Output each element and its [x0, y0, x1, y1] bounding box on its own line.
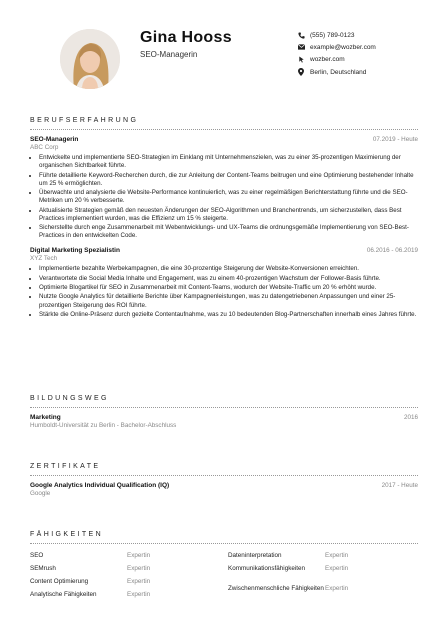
skill-level: Expertin	[127, 577, 151, 585]
certificate-entry	[30, 482, 418, 497]
job-title: Digital Marketing Spezialistin	[30, 247, 120, 255]
skill-name: Dateninterpretation	[228, 551, 282, 559]
resume-header	[30, 0, 418, 100]
bullet-item: • Entwickelte und implementierte SEO-Strategien im Einklang mit Unternehmenszielen, was zu einer 35-prozentigen Maximierung der organischen Sichtbarkeit führte.	[39, 154, 418, 170]
skill-name: Content Optimierung	[30, 577, 89, 585]
skill-level: Expertin	[127, 591, 151, 599]
location-text: Berlin, Deutschland	[310, 68, 367, 76]
skill-level: Expertin	[325, 584, 349, 592]
skill-level: Expertin	[325, 551, 349, 559]
education-section	[30, 395, 418, 429]
bullet-item: • Stärkte die Online-Präsenz durch gezielte Contentaufnahme, was zu 10 bedeutenden Blog-Partnerschaften innerhalb eines Jahres führte.	[39, 311, 418, 319]
phone-text: (555) 789-0123	[310, 31, 355, 39]
contact-email	[298, 41, 376, 53]
job-title: SEO-Managerin	[30, 136, 79, 143]
skill-level: Expertin	[127, 551, 151, 559]
education-title: Marketing	[30, 414, 61, 421]
skills-section	[30, 531, 418, 601]
contact-phone	[298, 29, 376, 41]
profile-photo	[60, 29, 120, 89]
certificate-title: Google Analytics Individual Qualification (IQ)	[30, 482, 170, 489]
skill-name: Analytische Fähigkeiten	[30, 591, 97, 599]
website-text: wozber.com	[310, 56, 345, 64]
bullet-item: • Aktualisierte Strategien gemäß den neuesten Änderungen der SEO-Algorithmen und Branchentrends, um sicherzustellen, dass Best Practices implementiert wurden, was die Effizienz um 15 % steigerte.	[39, 207, 418, 223]
bullet-item: • Implementierte bezahlte Werbekampagnen, die eine 30-prozentige Steigerung der Website-Konversionen erreichten.	[39, 265, 418, 273]
certificate-issuer: Google	[30, 490, 51, 497]
job-bullets	[30, 265, 418, 319]
job-company: ABC Corp	[30, 144, 59, 151]
location-pin-icon	[298, 68, 310, 76]
education-heading: BILDUNGSWEG	[30, 395, 418, 408]
skills-heading: FÄHIGKEITEN	[30, 531, 418, 544]
bullet-item: • Verantwortete die Social Media Inhalte und Engagement, was zu einem 40-prozentigen Wachstum der Follower-Basis führte.	[39, 275, 418, 283]
job-entry	[30, 247, 418, 319]
contact-list	[298, 29, 376, 78]
job-dates: 07.2019 - Heute	[372, 136, 418, 143]
certificate-date: 2017 - Heute	[381, 482, 418, 489]
phone-icon	[298, 32, 310, 39]
skills-grid	[30, 550, 418, 601]
education-entry	[30, 414, 418, 429]
job-entry	[30, 136, 418, 240]
bullet-item: • Führte detaillierte Keyword-Recherchen durch, die zur Anleitung der Content-Teams beitrugen und eine Optimierung bestehender Inhalte um 25 % ermöglichten.	[39, 172, 418, 188]
candidate-name: Gina Hooss	[140, 29, 232, 46]
skill-name: SEMrush	[30, 564, 56, 572]
experience-section	[30, 117, 418, 320]
skill-level: Expertin	[325, 564, 349, 572]
bullet-item: • Überwachte und analysierte die Website-Performance kontinuierlich, was zu einer regelmäßigen Berichterstattung führte und die SEO-Metriken um 20 % verbesserte.	[39, 189, 418, 205]
candidate-title: SEO-Managerin	[140, 50, 198, 59]
contact-location	[298, 66, 376, 78]
link-icon	[298, 56, 310, 63]
job-company: XYZ Tech	[30, 255, 58, 263]
skill-name: SEO	[30, 551, 44, 559]
email-text: example@wozber.com	[310, 43, 376, 51]
job-dates: 06.2016 - 06.2019	[366, 247, 418, 255]
education-subtitle: Humboldt-Universität zu Berlin - Bachelor-Abschluss	[30, 422, 177, 429]
contact-website	[298, 54, 376, 66]
mail-icon	[298, 44, 310, 50]
certificates-heading: ZERTIFIKATE	[30, 463, 418, 476]
skill-level: Expertin	[127, 564, 151, 572]
skill-name: Zwischenmenschliche Fähigkeiten	[228, 584, 324, 592]
job-bullets	[30, 154, 418, 240]
bullet-item: • Sicherstellte durch enge Zusammenarbeit mit Webentwicklungs- und UX-Teams die ordnungsgemäße Implementierung von SEO-Best-Practices in den entwickelten Code.	[39, 224, 418, 240]
bullet-item: • Optimierte Blogartikel für SEO in Zusammenarbeit mit Content-Teams, wodurch der Website-Traffic um 20 % erhöht wurde.	[39, 284, 418, 292]
bullet-item: • Nutzte Google Analytics für detaillierte Berichte über Kampagnenleistungen, was zu datengetriebenen Anpassungen und einer 25-prozentigen Steigerung des ROI führte.	[39, 293, 418, 309]
experience-heading: BERUFSERFAHRUNG	[30, 117, 418, 130]
certificates-section	[30, 463, 418, 497]
education-date: 2016	[403, 414, 418, 421]
skill-name: Kommunikationsfähigkeiten	[228, 564, 306, 572]
